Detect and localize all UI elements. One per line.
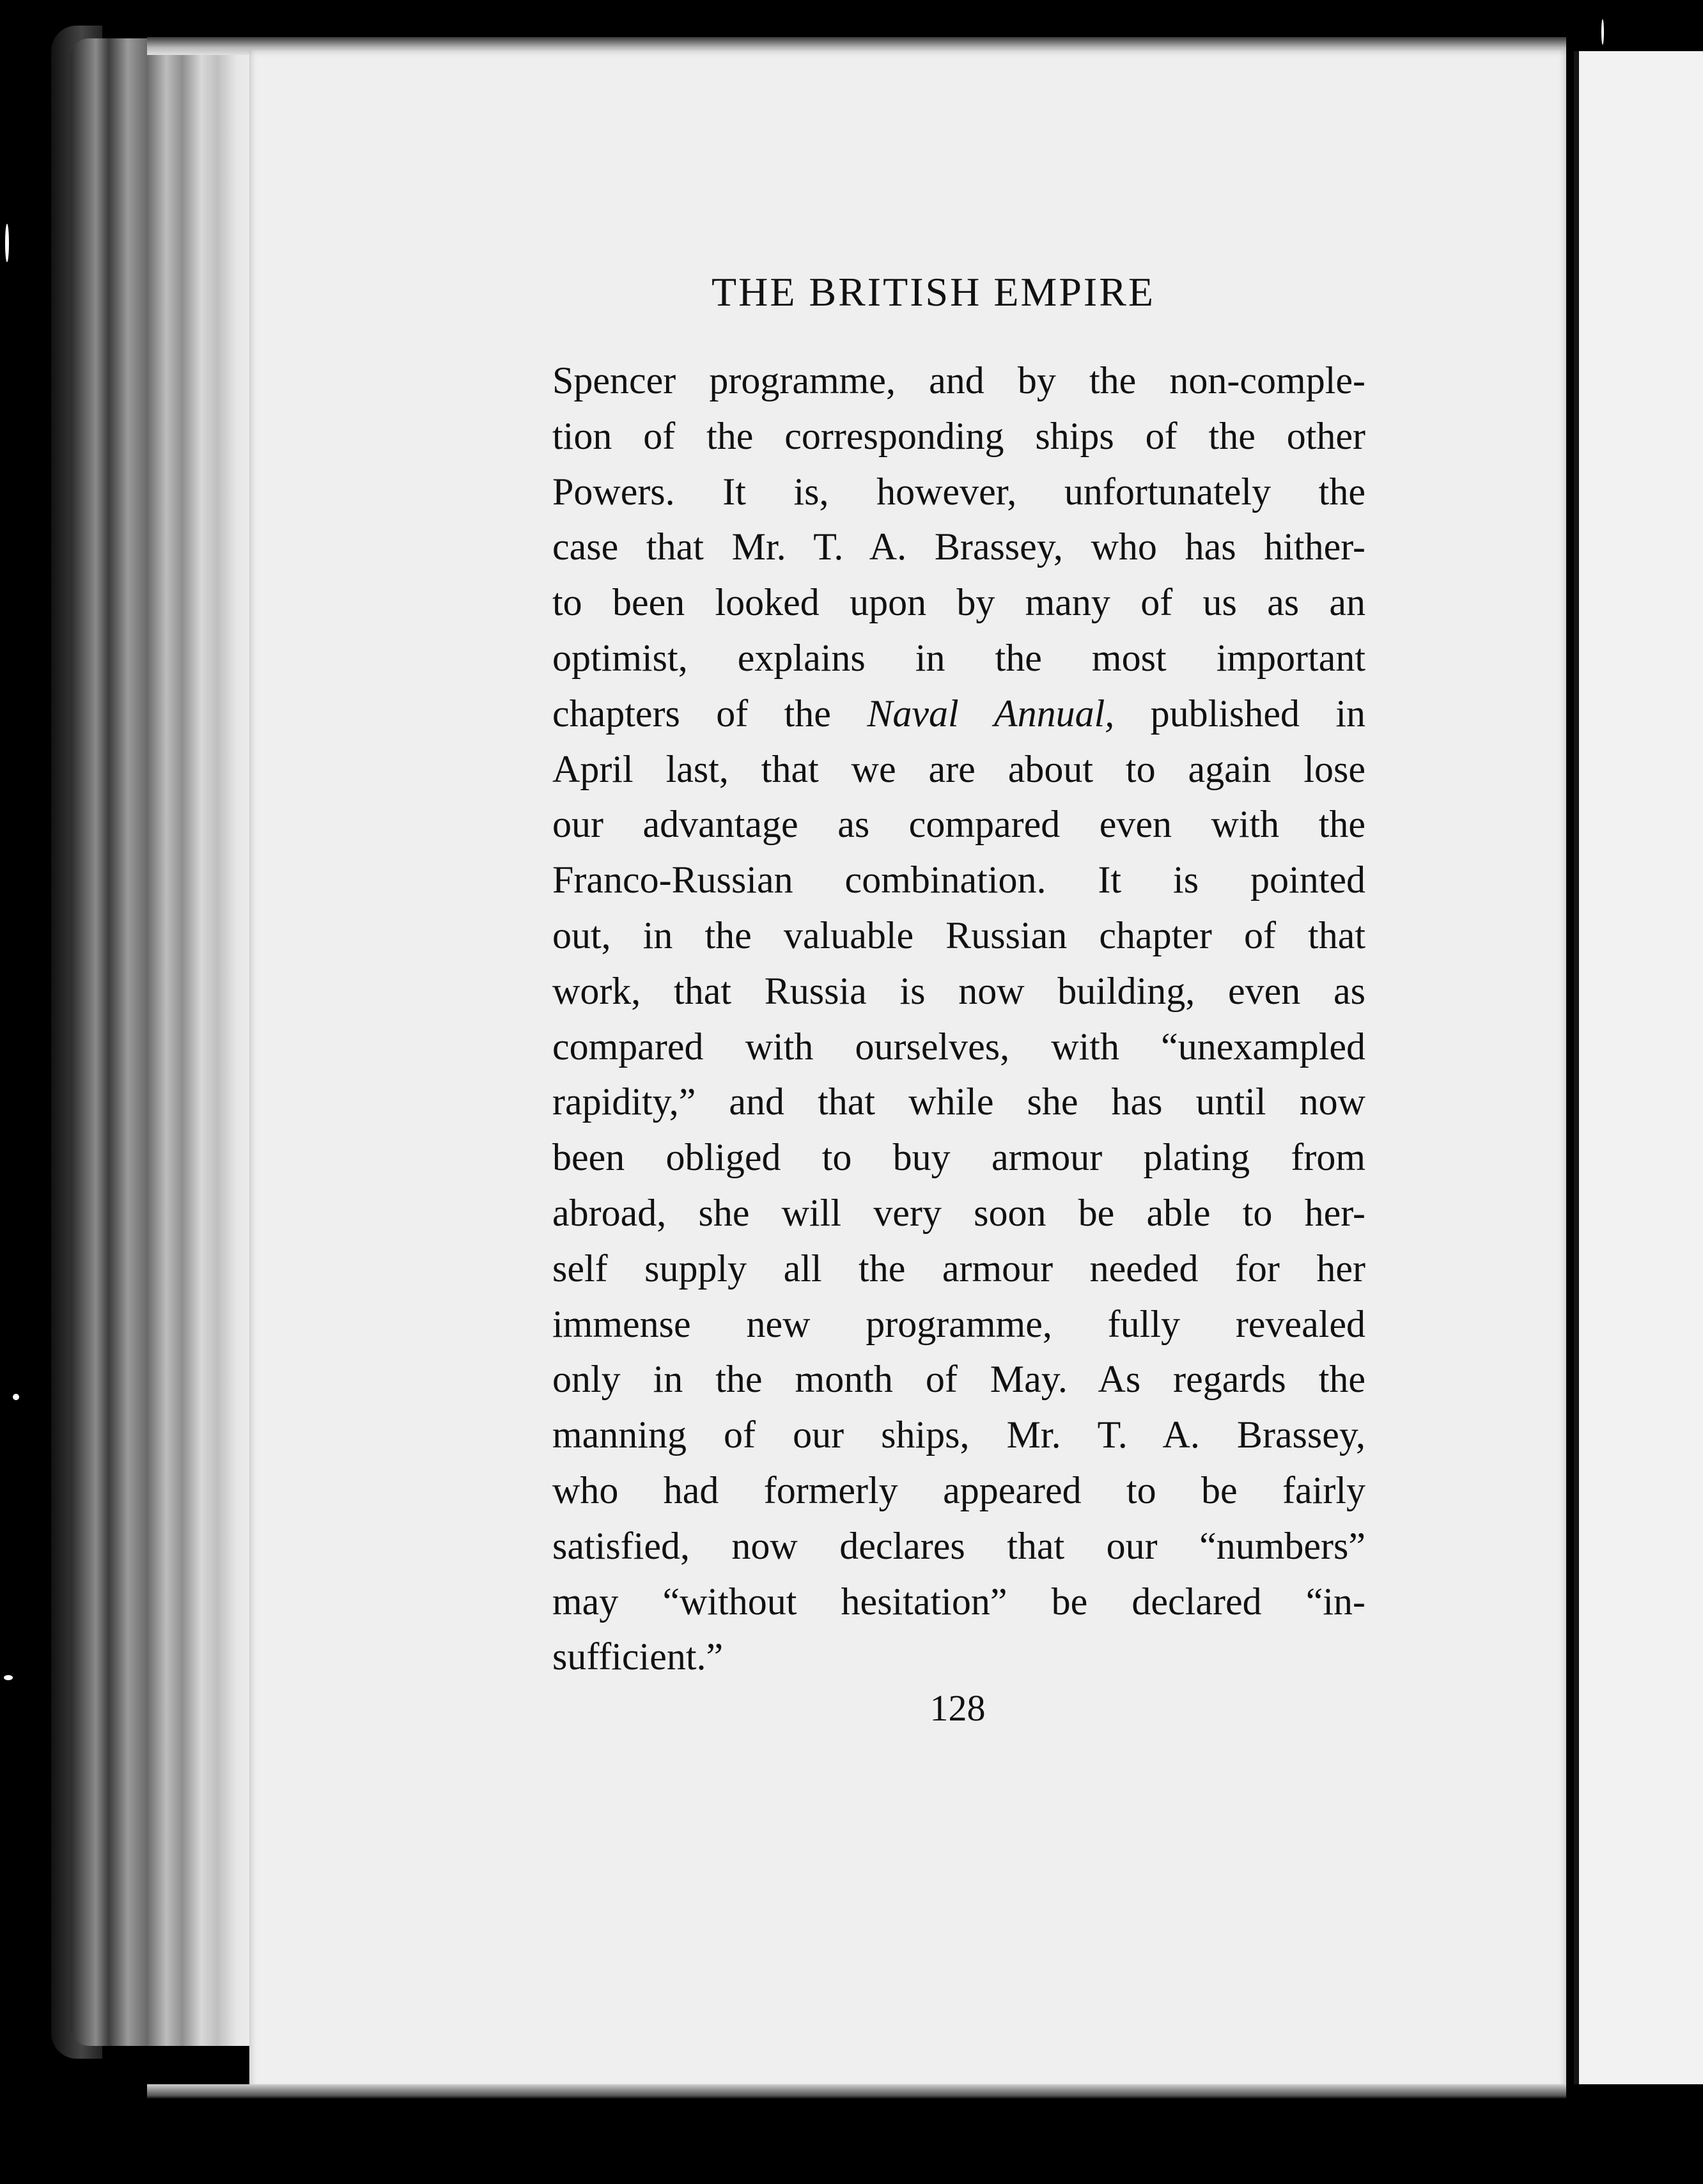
text-line: April last, that we are about to again lose (552, 747, 1365, 790)
scan-speck (1601, 19, 1604, 45)
text-line: who had formerly appeared to be fairly (552, 1469, 1365, 1511)
page-number: 128 (929, 1687, 986, 1729)
text-line: Franco-Russian combination. It is pointed (552, 859, 1365, 901)
text-line: abroad, she will very soon be able to her- (552, 1191, 1365, 1234)
text-line: Spencer programme, and by the non-comple- (552, 359, 1365, 402)
text-fragment: chapters of the (552, 692, 867, 735)
page-edges-stack (70, 38, 262, 2046)
text-line: tion of the corresponding ships of the other (552, 414, 1365, 457)
text-line: sufficient.” (552, 1635, 724, 1678)
text-line: rapidity,” and that while she has until now (552, 1080, 1365, 1123)
text-line: immense new programme, fully revealed (552, 1302, 1365, 1345)
text-line-with-title (552, 686, 1365, 742)
text-line: been obliged to buy armour plating from (552, 1136, 1365, 1179)
text-line: satisfied, now declares that our “numbers” (552, 1524, 1365, 1567)
scan-speck (4, 1675, 13, 1680)
text-line: to been looked upon by many of us as an (552, 581, 1365, 624)
text-line: case that Mr. T. A. Brassey, who has hither- (552, 526, 1365, 568)
scan-speck (5, 224, 9, 262)
running-head-text: THE BRITISH EMPIRE (712, 269, 1155, 315)
text-fragment: published in (1114, 692, 1365, 735)
text-line: may “without hesitation” be declared “in- (552, 1580, 1365, 1623)
scan-speck (13, 1394, 19, 1400)
body-text (552, 353, 1365, 1685)
text-line: work, that Russia is now building, even as (552, 969, 1365, 1012)
text-line: manning of our ships, Mr. T. A. Brassey, (552, 1414, 1365, 1456)
text-line: Powers. It is, however, unfortunately the (552, 470, 1365, 513)
text-line: out, in the valuable Russian chapter of that (552, 914, 1365, 956)
running-head (0, 269, 1703, 316)
book-title-italic: Naval Annual, (867, 692, 1115, 735)
text-line: only in the month of May. As regards the (552, 1358, 1365, 1401)
text-line: compared with ourselves, with “unexampled (552, 1025, 1365, 1068)
page-bottom-edge (147, 2084, 1566, 2098)
text-line: our advantage as compared even with the (552, 803, 1365, 846)
text-line: self supply all the armour needed for her (552, 1247, 1365, 1290)
text-line: optimist, explains in the most important (552, 636, 1365, 679)
facing-page-edge (1574, 51, 1703, 2084)
